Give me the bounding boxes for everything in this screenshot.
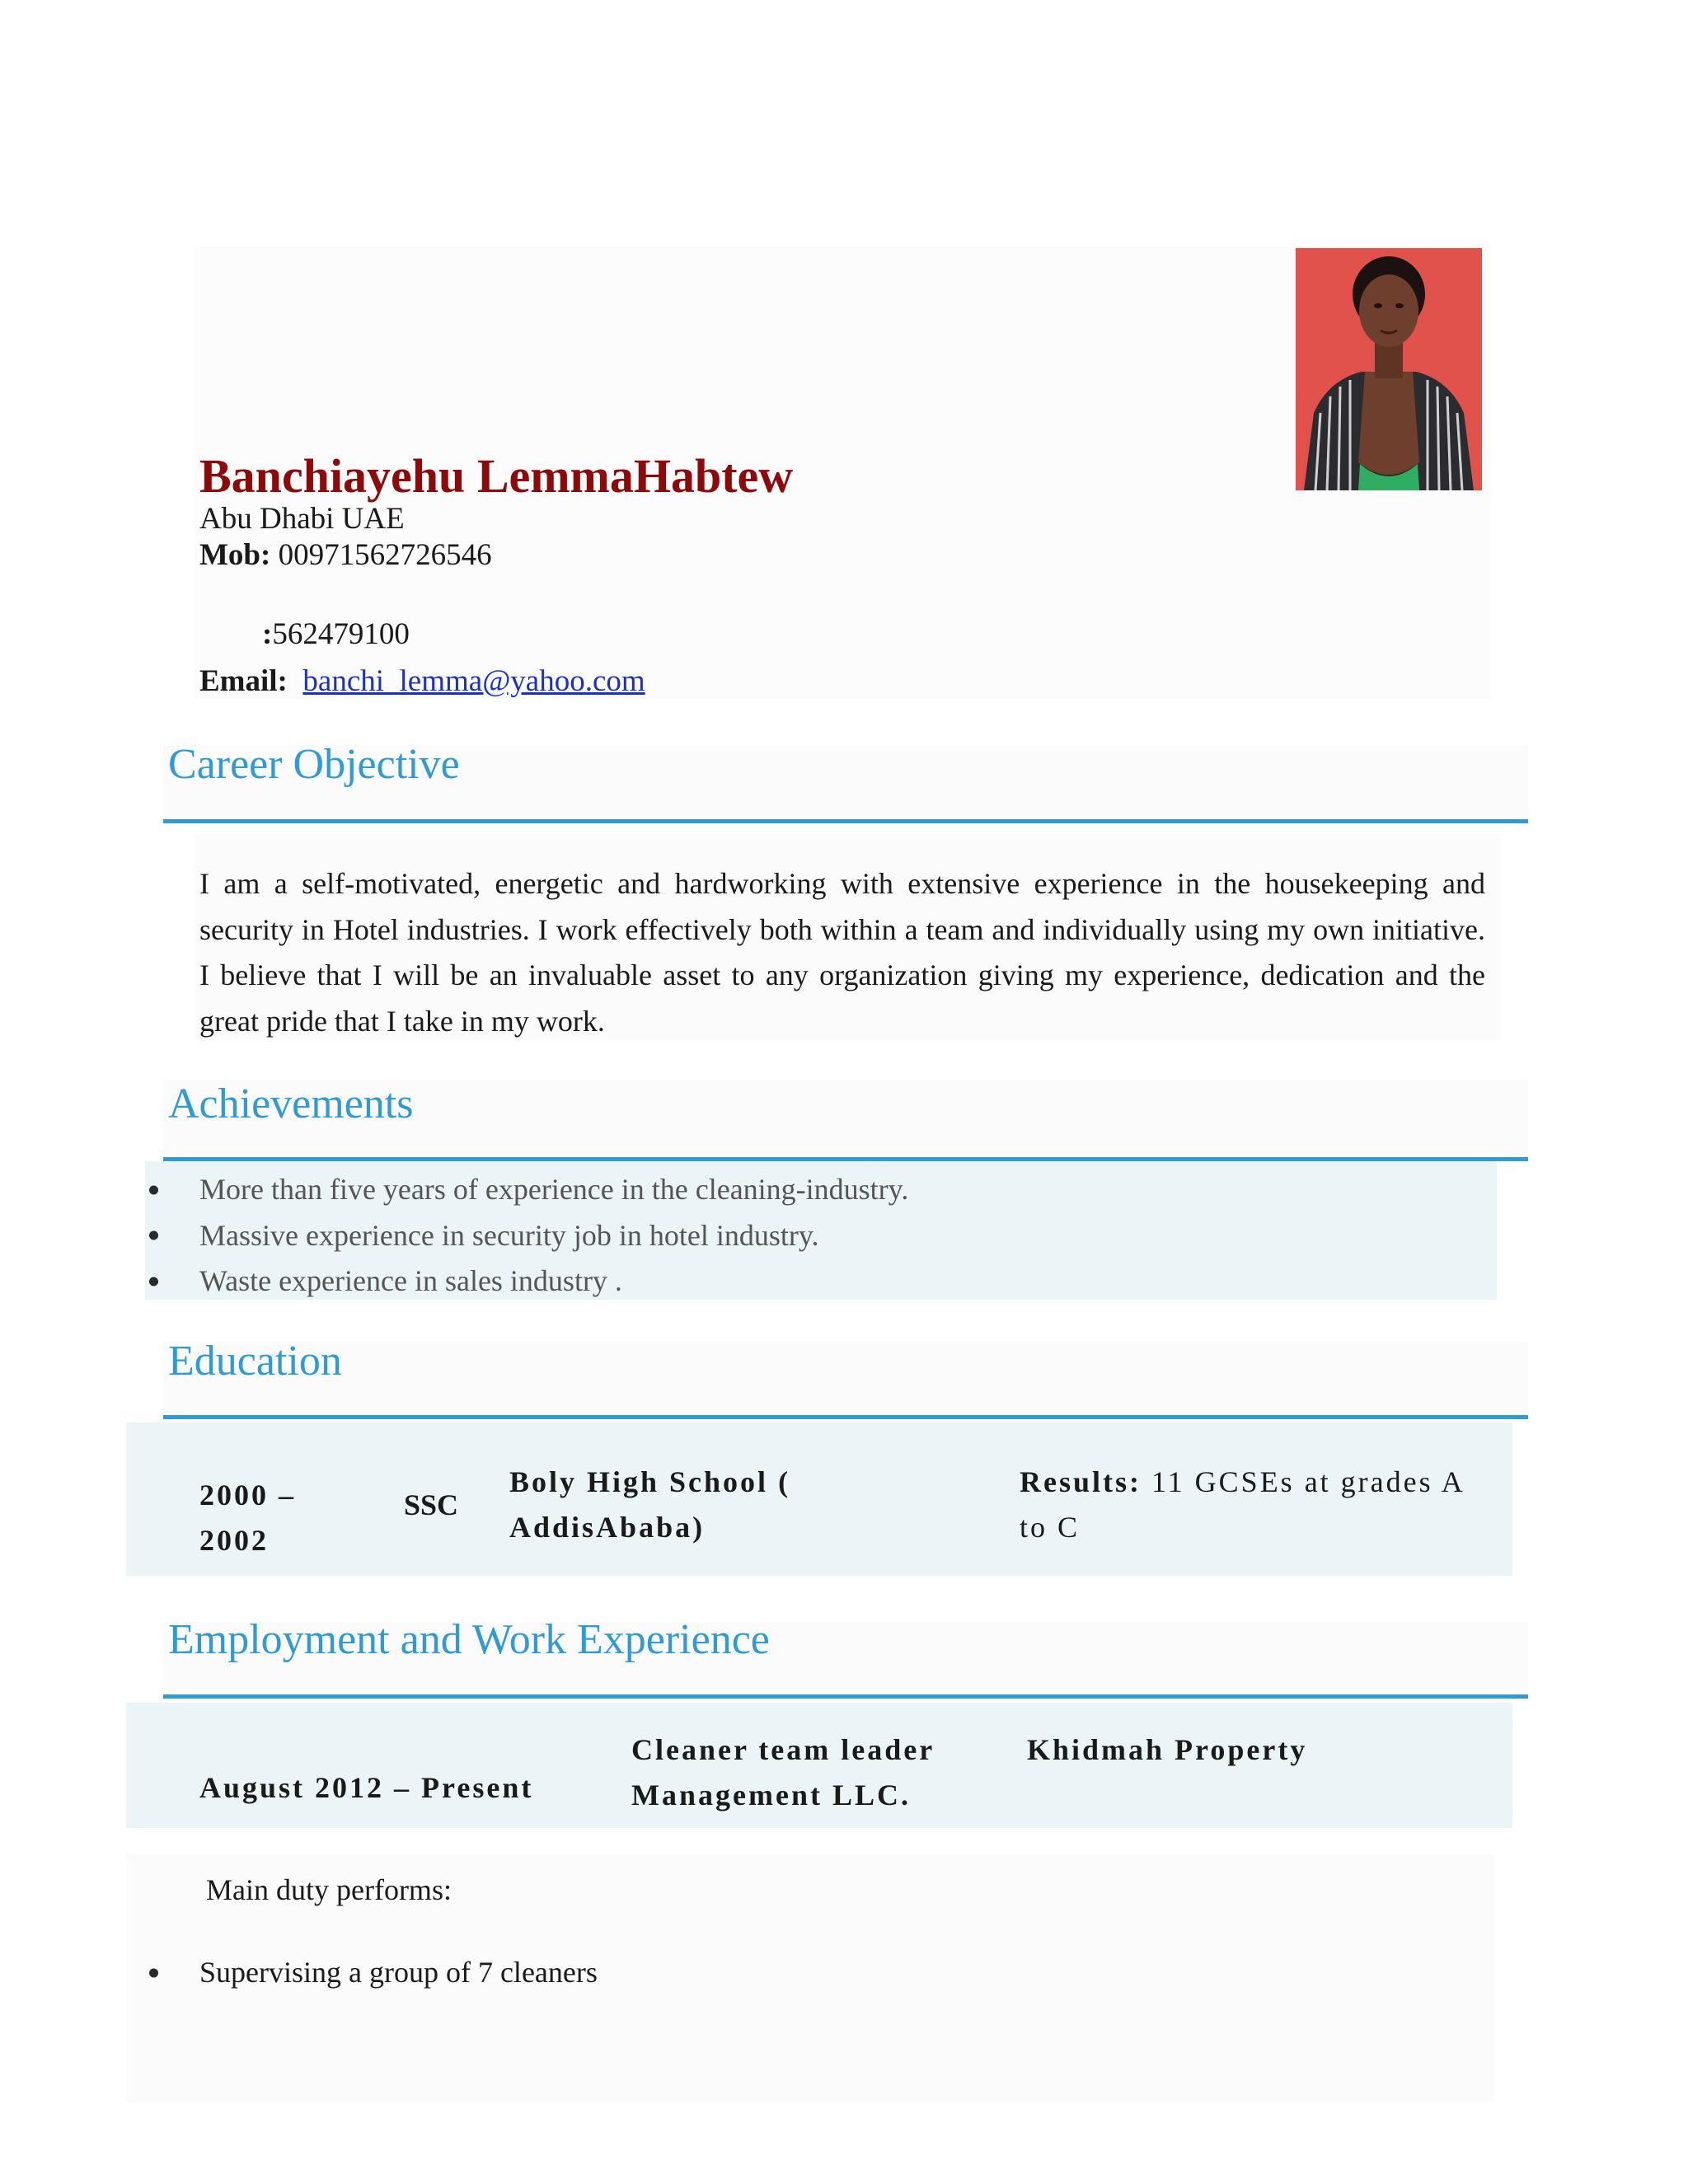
education-results-line1 bbox=[1020, 1465, 1465, 1499]
duties-label: Main duty performs: bbox=[206, 1873, 452, 1906]
profile-photo bbox=[1296, 248, 1482, 490]
career-objective-text: I am a self-motivated, energetic and hardworking with extensive experience in the housekeeping and security in Hotel industries. I work effectively both within a team and individually using my own initiative. I believe that I will be an invaluable asset to any organization giving my experience, dedication and the great pride that I take in my work. bbox=[199, 867, 1485, 1038]
career-objective-title: Career Objective bbox=[168, 741, 460, 788]
email-line bbox=[199, 663, 645, 699]
list-item: More than five years of experience in the cleaning-industry. bbox=[145, 1167, 908, 1213]
education-rule bbox=[163, 1415, 1528, 1419]
mobile-number: 00971562726546 bbox=[278, 538, 492, 572]
education-results-label: Results: bbox=[1020, 1465, 1142, 1498]
email-label: Email: bbox=[199, 664, 288, 698]
duties-list bbox=[145, 1950, 598, 1996]
alt-phone-colon: : bbox=[262, 617, 273, 651]
alt-phone-number: 562479100 bbox=[272, 617, 410, 651]
email-link[interactable]: banchi_lemma@yahoo.com bbox=[302, 664, 645, 698]
education-school-line1: Boly High School ( bbox=[509, 1465, 791, 1498]
employment-role-line2: Management LLC. bbox=[631, 1779, 911, 1811]
mobile-line bbox=[199, 537, 492, 573]
education-level: SSC bbox=[404, 1488, 459, 1521]
bullet-icon bbox=[149, 1231, 158, 1240]
list-item: Massive experience in security job in hotel industry. bbox=[145, 1213, 908, 1259]
education-heading-bg bbox=[163, 1342, 1528, 1418]
education-years-end: 2002 bbox=[199, 1524, 269, 1557]
bullet-icon bbox=[149, 1968, 158, 1977]
education-title: Education bbox=[168, 1338, 342, 1385]
education-results-line2: to C bbox=[1020, 1511, 1081, 1544]
education-band bbox=[126, 1422, 1512, 1576]
achievements-list bbox=[145, 1167, 908, 1305]
alt-phone bbox=[262, 616, 410, 652]
education-years-start: 2000 – bbox=[199, 1479, 296, 1511]
candidate-name: Banchiayehu LemmaHabtew bbox=[199, 449, 794, 503]
education-school-line2: AddisAbaba) bbox=[509, 1511, 706, 1544]
employment-company: Khidmah Property bbox=[1027, 1733, 1308, 1766]
employment-rule bbox=[163, 1694, 1528, 1699]
education-results-text: 11 GCSEs at grades A bbox=[1151, 1465, 1465, 1498]
profile-photo-image bbox=[1296, 248, 1482, 490]
bullet-icon bbox=[149, 1277, 158, 1286]
list-item: Supervising a group of 7 cleaners bbox=[145, 1950, 598, 1996]
employment-role-line1: Cleaner team leader bbox=[631, 1733, 935, 1766]
list-item: Waste experience in sales industry . bbox=[145, 1258, 908, 1305]
career-objective-rule bbox=[163, 819, 1528, 823]
employment-period: August 2012 – Present bbox=[199, 1771, 534, 1804]
bullet-icon bbox=[149, 1185, 158, 1194]
achievements-title: Achievements bbox=[168, 1080, 414, 1127]
location: Abu Dhabi UAE bbox=[199, 502, 405, 536]
mobile-label: Mob: bbox=[199, 538, 271, 572]
employment-title: Employment and Work Experience bbox=[168, 1616, 770, 1663]
